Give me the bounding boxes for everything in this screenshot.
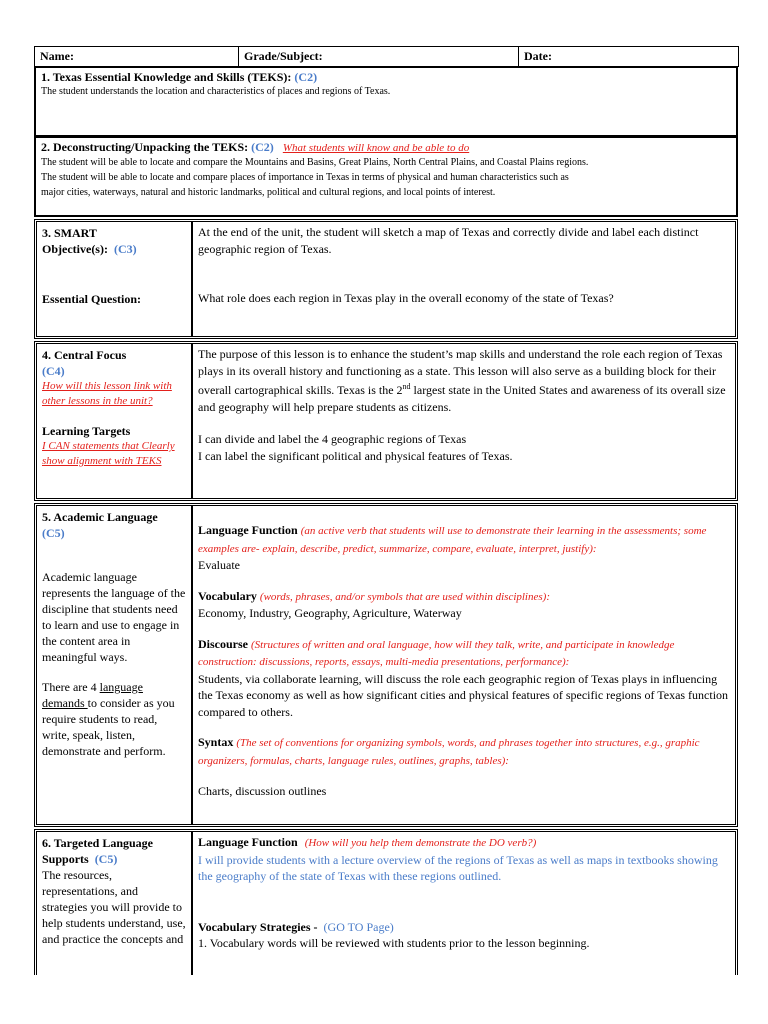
lesson-plan-page: [34, 46, 738, 975]
deconstructing-code: (C2): [251, 140, 274, 154]
discourse-value: Students, via collaborate learning, will discuss the role each geographic region of Texas plays in influencing the Texas economy as well as how significant cities and physical features of specific regions of Texas function compared to others.: [198, 671, 729, 719]
teks-title: 1. Texas Essential Knowledge and Skills (TEKS): (C2): [41, 70, 318, 84]
learning-target-1: I can divide and label the 4 geographic regions of Texas: [198, 432, 467, 446]
deconstructing-note: What students will know and be able to do: [282, 142, 470, 154]
smart-objective-section: [34, 219, 738, 339]
academic-language-section: [34, 503, 738, 827]
targeted-supports-content: [193, 832, 735, 975]
smart-objective-content: [193, 222, 735, 336]
header-table: [34, 46, 739, 67]
ts-language-function-value: I will provide students with a lecture overview of the regions of Texas as well as maps in textbooks showing the geography of the state of Texas with these regions outlined.: [198, 852, 718, 883]
central-focus-label: 4. Central Focus: [42, 348, 127, 362]
essential-question-label: Essential Question:: [42, 292, 142, 306]
date-field[interactable]: Date:: [519, 47, 739, 67]
vocabulary-block: Vocabulary (words, phrases, and/or symbols that are used within disciplines):: [198, 588, 550, 603]
targeted-supports-labels: [37, 832, 193, 975]
discourse-block: Discourse (Structures of written and oral language, how will they talk, write, and participate in knowledge construction: discussions, reports, essays, multi-media presentations, performance):: [198, 636, 675, 668]
language-function-value: Evaluate: [198, 558, 240, 572]
essential-question-text: What role does each region in Texas play in the overall economy of the state of Texas?: [198, 291, 614, 305]
central-focus-text: The purpose of this lesson is to enhance the student’s map skills and understand the role each region of Texas plays in its overall history and functioning as a state. This lesson will also serve as a building block for their overall cartographical skills. Texas is the 2nd largest state in the United States and awareness of its overall size and geography will help prepare students as citizens.: [198, 347, 726, 414]
go-to-page-link[interactable]: (GO TO Page): [323, 919, 394, 934]
academic-language-label: 5. Academic Language: [42, 510, 158, 524]
language-function-block: Language Function (an active verb that students will use to demonstrate their learning in the assessments; some examples are- explain, describe, predict, summarize, compare, evaluate, interpret, justify):: [198, 523, 707, 555]
vocabulary-value: Economy, Industry, Geography, Agriculture, Waterway: [198, 606, 462, 620]
grade-subject-field[interactable]: Grade/Subject:: [239, 47, 519, 67]
deconstructing-line-1: The student will be able to locate and compare the Mountains and Basins, Great Plains, North Central Plains, and Coastal Plains regions.: [41, 157, 589, 168]
learning-target-2: I can label the significant political and physical features of Texas.: [198, 448, 513, 463]
name-field[interactable]: Name:: [35, 47, 239, 67]
ts-language-function-block: Language Function (How will you help them demonstrate the DO verb?): [198, 835, 537, 849]
targeted-supports-desc: The resources, representations, and strategies you will provide to help students understand, use, and practice the concepts and: [42, 868, 186, 946]
learning-targets-label: Learning Targets: [42, 424, 131, 438]
objective-text: At the end of the unit, the student will sketch a map of Texas and correctly divide and label each distinct geographic region of Texas.: [198, 225, 699, 256]
language-demands-text: There are 4 language demands to consider as you require students to read, write, speak, listen, demonstrate and perform.: [42, 680, 175, 758]
targeted-supports-label: 6. Targeted Language: [42, 836, 154, 850]
targeted-supports-code: (C5): [94, 852, 118, 866]
objectives-label: Objective(s):: [42, 242, 108, 256]
targeted-language-supports-section: [34, 829, 738, 975]
deconstructing-section: [34, 137, 738, 217]
syntax-block: Syntax (The set of conventions for organizing symbols, words, and phrases together into structures, e.g., graphic organizers, formulas, charts, language rules, outlines, graphs, tables):: [198, 735, 700, 767]
teks-section: [34, 67, 738, 137]
deconstructing-line-3: major cities, waterways, natural and historic landmarks, political and cultural regions, and local points of interest.: [41, 187, 496, 198]
syntax-value: Charts, discussion outlines: [198, 784, 327, 798]
central-focus-content: [193, 344, 735, 498]
smart-label: 3. SMART: [42, 226, 97, 240]
central-focus-labels: [37, 344, 193, 498]
vocabulary-strategies-value: 1. Vocabulary words will be reviewed with students prior to the lesson beginning.: [198, 936, 590, 950]
smart-objective-labels: [37, 222, 193, 336]
supports-label: Supports: [42, 852, 89, 866]
vocabulary-strategies-block: Vocabulary Strategies - (GO TO Page): [198, 919, 394, 934]
deconstructing-title: 2. Deconstructing/Unpacking the TEKS: (C2) What students will know and be able to do: [41, 140, 470, 154]
smart-code: (C3): [113, 242, 137, 256]
central-focus-code: (C4): [42, 364, 65, 378]
central-focus-note: How will this lesson link with other lessons in the unit?: [42, 380, 172, 407]
learning-targets-note: I CAN statements that Clearly show alignment with TEKS: [42, 440, 175, 467]
academic-language-content: [193, 506, 735, 824]
deconstructing-line-2: The student will be able to locate and compare places of importance in Texas in terms of physical and human characteristics such as: [41, 172, 569, 183]
teks-code: (C2): [294, 70, 318, 84]
central-focus-section: [34, 341, 738, 501]
academic-language-desc: Academic language represents the language of the discipline that students need to learn and use to engage in the content area in meaningful ways.: [42, 570, 186, 664]
academic-language-labels: [37, 506, 193, 824]
academic-language-code: (C5): [42, 526, 65, 540]
teks-text: The student understands the location and characteristics of places and regions of Texas.: [41, 86, 391, 97]
